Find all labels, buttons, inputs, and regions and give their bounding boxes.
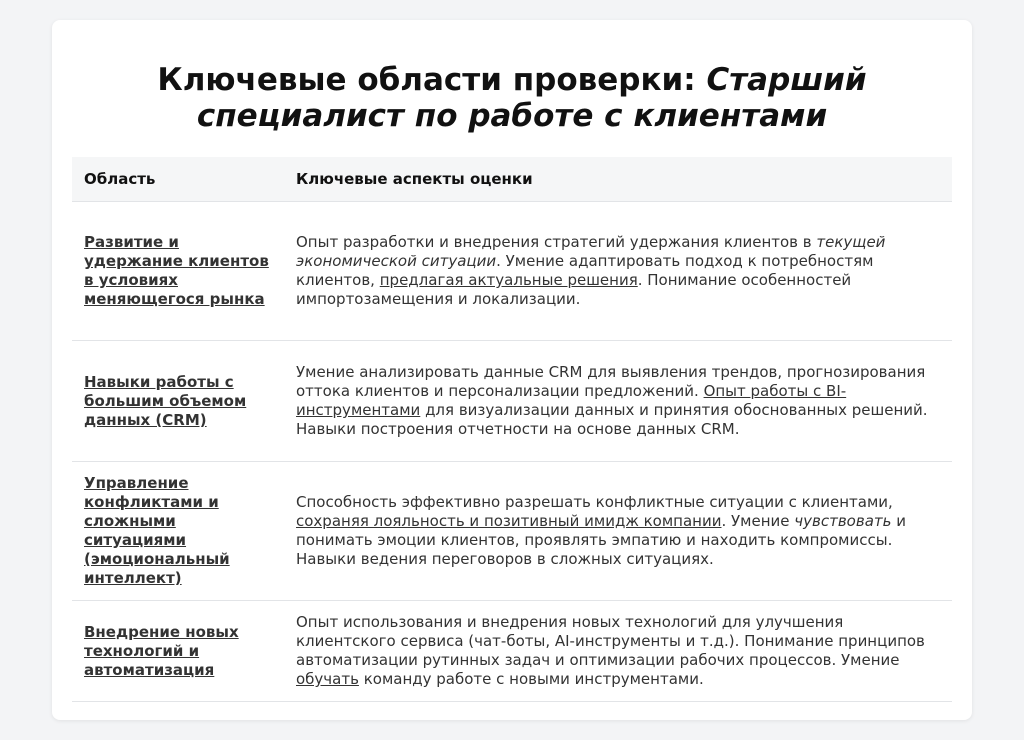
desc-segment-underlined: сохраняя лояльность и позитивный имидж компании: [296, 512, 722, 530]
table-header-row: [72, 157, 952, 202]
row-description: [284, 462, 952, 601]
desc-segment: . Понимание особенностей импортозамещения и локализации.: [296, 271, 852, 308]
desc-segment-italic: чувствовать: [794, 512, 892, 530]
header-aspects: Ключевые аспекты оценки: [284, 157, 952, 202]
desc-segment: . Умение: [721, 512, 795, 530]
desc-segment-underlined: обучать: [296, 670, 359, 688]
desc-segment-underlined: предлагая актуальные решения: [379, 271, 638, 289]
desc-segment: Способность эффективно разрешать конфликтные ситуации с клиентами,: [296, 493, 893, 511]
row-description: [284, 202, 952, 341]
title-role: Старший специалист по работе с клиентами: [196, 62, 867, 134]
row-area: Навыки работы с большим объемом данных (CRM): [72, 341, 284, 462]
row-area: Управление конфликтами и сложными ситуациями (эмоциональный интеллект): [72, 462, 284, 601]
desc-segment: и понимать эмоции клиентов, проявлять эмпатию и находить компромиссы. Навыки ведения переговоров в сложных ситуациях.: [296, 512, 906, 568]
desc-segment: Умение анализировать данные CRM для выявления трендов, прогнозирования оттока клиентов и персонализации предложений.: [296, 363, 926, 400]
row-description: [284, 341, 952, 462]
desc-segment: команду работе с новыми инструментами.: [358, 670, 704, 688]
table-row: [72, 341, 952, 462]
desc-segment-underlined: Опыт работы с BI-инструментами: [296, 382, 847, 419]
desc-segment: Опыт разработки и внедрения стратегий удержания клиентов в: [296, 233, 817, 251]
desc-segment: Опыт использования и внедрения новых технологий для улучшения клиентского сервиса (чат-боты, AI-инструменты и т.д.). Понимание принципов автоматизации рутинных задач и оптимизации рабочих процессов. Умение: [296, 613, 925, 669]
table-row: [72, 601, 952, 702]
title-main: Ключевые области проверки:: [157, 62, 707, 98]
header-area: Область: [72, 157, 284, 202]
document-card: [52, 20, 972, 720]
desc-segment-italic: текущей экономической ситуации: [296, 233, 886, 270]
row-area: Внедрение новых технологий и автоматизация: [72, 601, 284, 702]
page-title: [72, 62, 952, 134]
row-area: Развитие и удержание клиентов в условиях меняющегося рынка: [72, 202, 284, 341]
desc-segment: для визуализации данных и принятия обоснованных решений. Навыки построения отчетности на основе данных CRM.: [296, 401, 928, 438]
table-row: [72, 462, 952, 601]
desc-segment: . Умение адаптировать подход к потребностям клиентов,: [296, 252, 874, 289]
assessment-table: [72, 157, 952, 702]
table-row: [72, 202, 952, 341]
row-description: [284, 601, 952, 702]
